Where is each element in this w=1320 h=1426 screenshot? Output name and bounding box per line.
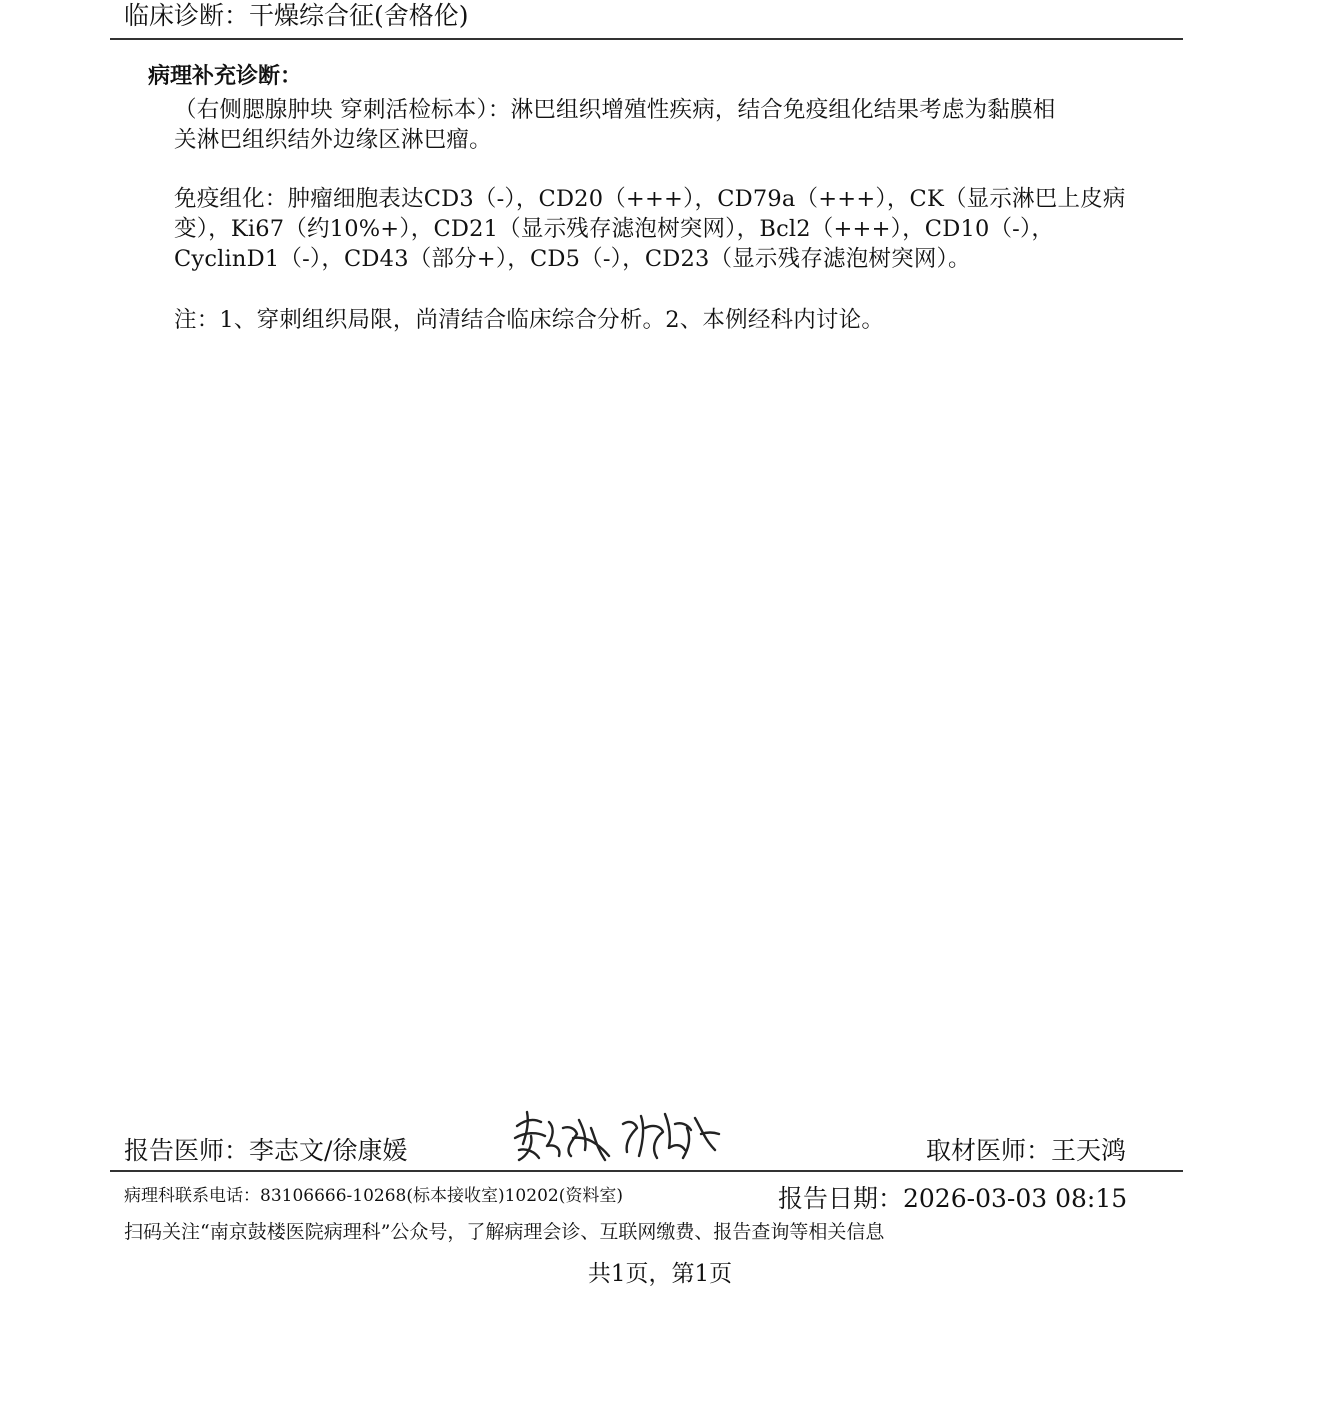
page-number: 共1页，第1页 — [587, 1261, 733, 1287]
ihc-line: CyclinD1（-），CD43（部分+），CD5（-），CD23（显示残存滤泡树突网）。 — [174, 246, 971, 272]
ihc-line: 变），Ki67（约10%+），CD21（显示残存滤泡树突网），Bcl2（+++），CD10（-）， — [174, 216, 1055, 242]
diagnosis-line: （右侧腮腺肿块 穿刺活检标本）：淋巴组织增殖性疾病，结合免疫组化结果考虑为黏膜相 — [174, 97, 1056, 123]
clinical-diagnosis: 临床诊断：干燥综合征(舍格伦) — [124, 1, 469, 30]
reporting-doctor: 报告医师：李志文/徐康媛 — [124, 1136, 408, 1165]
note-paragraph — [174, 305, 1214, 335]
bottom-divider — [110, 1170, 1183, 1172]
note-line: 注：1、穿刺组织局限，尚清结合临床综合分析。2、本例经科内讨论。 — [174, 307, 885, 333]
qr-notice: 扫码关注“南京鼓楼医院病理科”公众号，了解病理会诊、互联网缴费、报告查询等相关信息 — [124, 1221, 885, 1243]
ihc-line: 免疫组化：肿瘤细胞表达CD3（-），CD20（+++），CD79a（+++），CK（显示淋巴上皮病 — [174, 186, 1126, 212]
diagnosis-paragraph — [174, 95, 1214, 155]
ihc-paragraph — [174, 184, 1214, 274]
report-date: 报告日期：2026-03-03 08:15 — [778, 1184, 1128, 1213]
contact-phone: 病理科联系电话：83106666-10268(标本接收室)10202(资料室) — [124, 1186, 623, 1206]
signature-image — [505, 1098, 730, 1168]
sampling-doctor: 取材医师：王天鸿 — [926, 1136, 1127, 1165]
diagnosis-line: 关淋巴组织结外边缘区淋巴瘤。 — [174, 127, 492, 153]
section-title: 病理补充诊断： — [148, 64, 303, 89]
top-divider — [110, 38, 1183, 40]
